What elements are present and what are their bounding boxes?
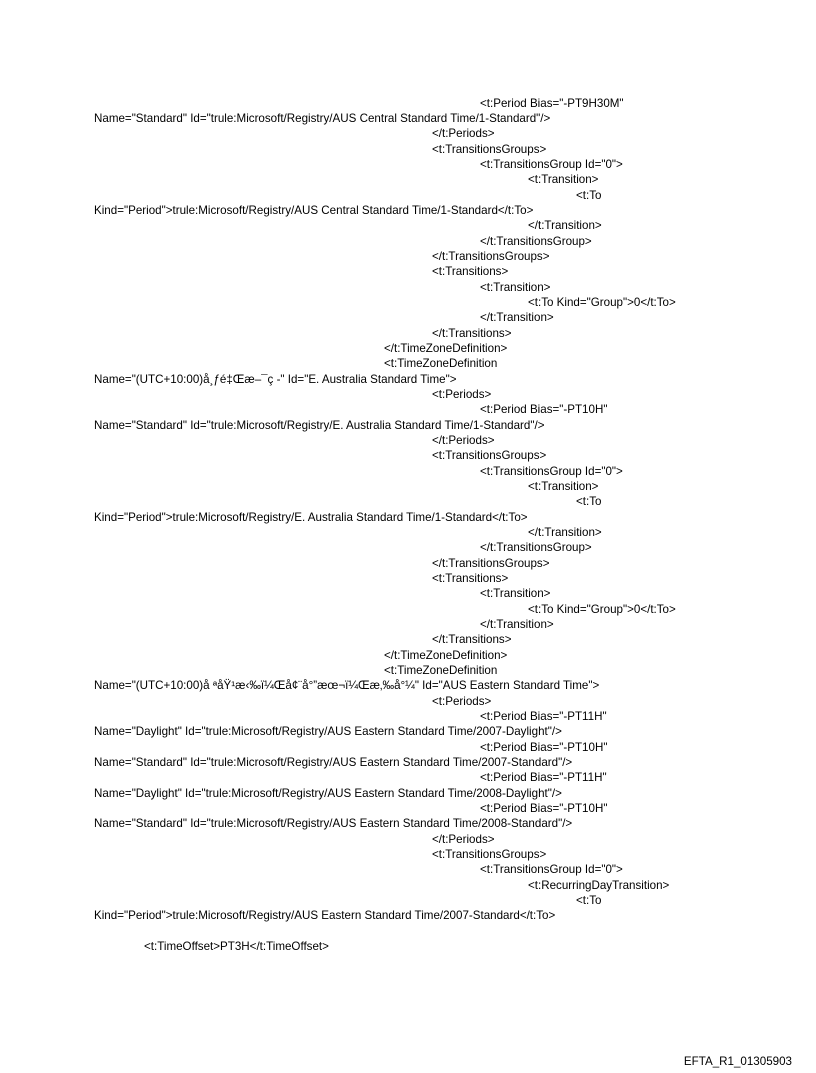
document-line: <t:RecurringDayTransition> (528, 879, 670, 892)
document-line: <t:TransitionsGroups> (432, 143, 547, 156)
document-line: <t:Period Bias="-PT10H" (480, 741, 608, 754)
document-line: <t:TimeZoneDefinition (384, 357, 498, 370)
document-line: </t:TransitionsGroups> (432, 250, 550, 263)
document-line: </t:Transitions> (432, 633, 512, 646)
document-line: <t:TransitionsGroup Id="0"> (480, 465, 623, 478)
document-line: </t:TransitionsGroups> (432, 557, 550, 570)
document-line: <t:To (576, 189, 602, 202)
document-footer-id: EFTA_R1_01305903 (683, 1055, 792, 1068)
document-line: </t:Transition> (528, 219, 602, 232)
document-line: </t:TimeZoneDefinition> (384, 342, 508, 355)
document-line: Name="(UTC+10:00)å¸ƒé‡Œæ–¯ç -" Id="E. Australia Standard Time"> (94, 373, 457, 386)
document-line: </t:Periods> (432, 127, 495, 140)
document-line: <t:TimeZoneDefinition (384, 664, 498, 677)
document-line: Name="(UTC+10:00)å ªåŸ¹æ‹‰ï¼Œå¢¨å°”æœ¬ï¼Œæ‚‰å°¼" Id="AUS Eastern Standard Time"> (94, 679, 600, 692)
document-line: <t:Period Bias="-PT11H" (480, 710, 607, 723)
document-line: <t:Periods> (432, 388, 492, 401)
document-line: <t:Transitions> (432, 265, 509, 278)
document-line: <t:Period Bias="-PT10H" (480, 403, 608, 416)
document-line: <t:TransitionsGroup Id="0"> (480, 158, 623, 171)
document-line: </t:Transitions> (432, 327, 512, 340)
document-line: </t:TimeZoneDefinition> (384, 649, 508, 662)
document-line: <t:TimeOffset>PT3H</t:TimeOffset> (144, 940, 329, 953)
document-line: <t:TransitionsGroups> (432, 848, 547, 861)
document-line: </t:Periods> (432, 434, 495, 447)
document-line: Name="Standard" Id="trule:Microsoft/Registry/AUS Central Standard Time/1-Standard"/> (94, 112, 551, 125)
document-line: <t:Period Bias="-PT10H" (480, 802, 608, 815)
document-line: <t:TransitionsGroups> (432, 449, 547, 462)
document-line: Name="Standard" Id="trule:Microsoft/Registry/AUS Eastern Standard Time/2007-Standard"/> (94, 756, 573, 769)
document-line: <t:Periods> (432, 695, 492, 708)
document-line: <t:Period Bias="-PT9H30M" (480, 97, 624, 110)
document-line: </t:Transition> (528, 526, 602, 539)
document-line: <t:Transitions> (432, 572, 509, 585)
document-line: <t:Transition> (528, 173, 599, 186)
document-line: <t:Transition> (528, 480, 599, 493)
document-line: Name="Daylight" Id="trule:Microsoft/Registry/AUS Eastern Standard Time/2007-Daylight"/> (94, 725, 562, 738)
document-line: <t:To (576, 495, 602, 508)
document-line: Name="Standard" Id="trule:Microsoft/Registry/AUS Eastern Standard Time/2008-Standard"/> (94, 817, 573, 830)
document-line: <t:Transition> (480, 587, 551, 600)
document-line: Kind="Period">trule:Microsoft/Registry/E. Australia Standard Time/1-Standard</t:To> (94, 511, 528, 524)
document-line: </t:TransitionsGroup> (480, 235, 592, 248)
document-line: <t:TransitionsGroup Id="0"> (480, 863, 623, 876)
document-line: <t:Transition> (480, 281, 551, 294)
document-line: <t:Period Bias="-PT11H" (480, 771, 607, 784)
document-line: </t:Transition> (480, 311, 554, 324)
document-line: Name="Daylight" Id="trule:Microsoft/Registry/AUS Eastern Standard Time/2008-Daylight"/> (94, 787, 562, 800)
document-line: Kind="Period">trule:Microsoft/Registry/AUS Central Standard Time/1-Standard</t:To> (94, 204, 534, 217)
document-line: </t:TransitionsGroup> (480, 541, 592, 554)
document-line: Kind="Period">trule:Microsoft/Registry/AUS Eastern Standard Time/2007-Standard</t:To> (94, 909, 556, 922)
document-line: Name="Standard" Id="trule:Microsoft/Registry/E. Australia Standard Time/1-Standard"/> (94, 419, 545, 432)
document-line: </t:Transition> (480, 618, 554, 631)
document-line: <t:To Kind="Group">0</t:To> (528, 603, 676, 616)
document-line: <t:To Kind="Group">0</t:To> (528, 296, 676, 309)
document-line: </t:Periods> (432, 833, 495, 846)
document-line: <t:To (576, 894, 602, 907)
